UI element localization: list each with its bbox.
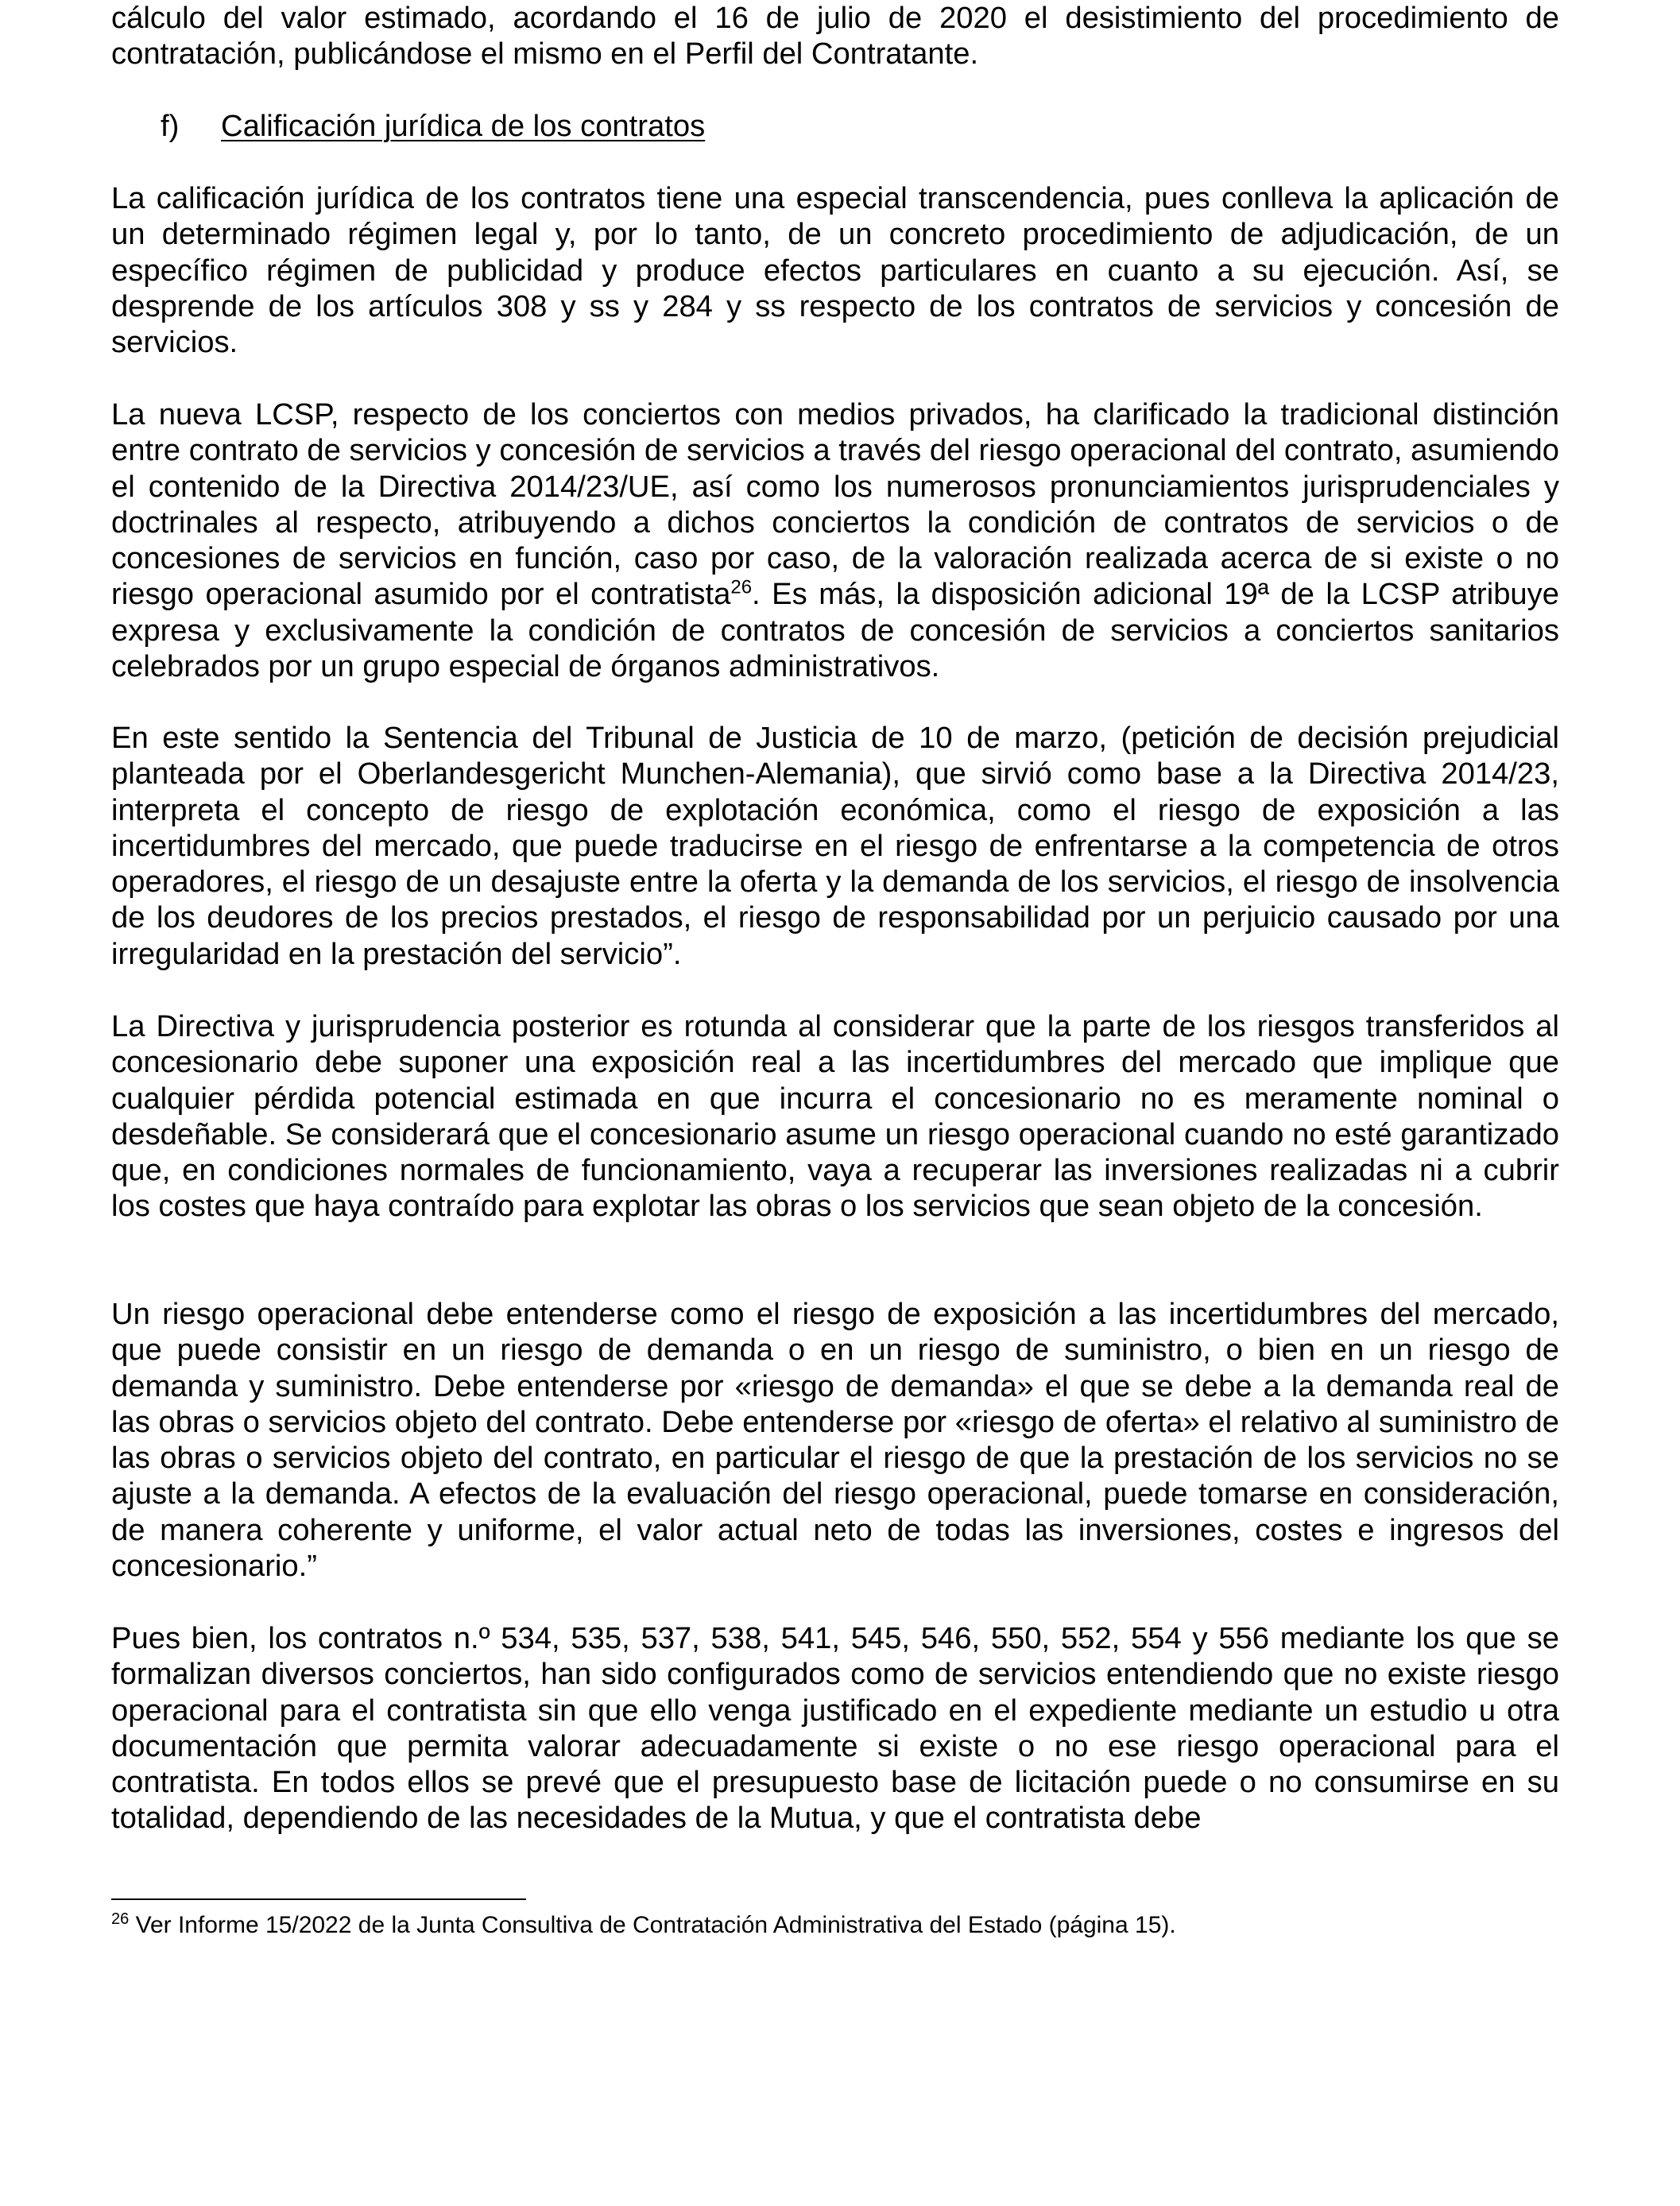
footnote-reference[interactable]: 26 <box>730 576 753 598</box>
paragraph-intro: cálculo del valor estimado, acordando el 16 de julio de 2020 el desistimiento del procedimiento de contratación, publicándose el mismo en el Perfil del Contratante. <box>111 1 1559 72</box>
footnote-number: 26 <box>111 1910 130 1928</box>
footnote-text: Ver Informe 15/2022 de la Junta Consultiva de Contratación Administrativa del Estado (página 15). <box>129 1912 1176 1938</box>
paragraph-contratos: Pues bien, los contratos n.º 534, 535, 537, 538, 541, 545, 546, 550, 552, 554 y 556 mediante los que se formalizan diversos conciertos, han sido configurados como de servicios entendiendo que no existe riesgo operacional para el contratista sin que ello venga justificado en el expediente mediante un estudio u otra documentación que permita valorar adecuadamente si existe o no ese riesgo operacional para el contratista. En todos ellos se prevé que el presupuesto base de licitación puede o no consumirse en su totalidad, dependiendo de las necesidades de la Mutua, y que el contratista debe <box>111 1621 1559 1836</box>
paragraph-legal-qualification: La calificación jurídica de los contratos tiene una especial transcendencia, pues conlleva la aplicación de un determinado régimen legal y, por lo tanto, de un concreto procedimiento de adjudicación, de un específico régimen de publicidad y produce efectos particulares en cuanto a su ejecución. Así, se desprende de los artículos 308 y ss y 284 y ss respecto de los contratos de servicios y concesión de servicios. <box>111 181 1559 360</box>
paragraph-lcsp-text-2: . Es más, la disposición adicional 19ª de la LCSP atribuye expresa y exclusivamente la condición de contratos de concesión de servicios a conciertos sanitarios celebrados por un grupo especial de órganos administrativos. <box>111 577 1559 684</box>
footnote-separator <box>111 1898 526 1900</box>
footnote <box>111 1911 1559 1940</box>
section-marker: f) <box>161 109 180 143</box>
paragraph-directiva: La Directiva y jurisprudencia posterior es rotunda al considerar que la parte de los riesgos transferidos al concesionario debe suponer una exposición real a las incertidumbres del mercado que implique que cualquier pérdida potencial estimada en que incurra el concesionario no es meramente nominal o desdeñable. Se considerará que el concesionario asume un riesgo operacional cuando no esté garantizado que, en condiciones normales de funcionamiento, vaya a recuperar las inversiones realizadas ni a cubrir los costes que haya contraído para explotar las obras o los servicios que sean objeto de la concesión. <box>111 1009 1559 1224</box>
section-title: Calificación jurídica de los contratos <box>221 109 706 143</box>
paragraph-riesgo-operacional: Un riesgo operacional debe entenderse como el riesgo de exposición a las incertidumbres del mercado, que puede consistir en un riesgo de demanda o en un riesgo de suministro, o bien en un riesgo de demanda y suministro. Debe entenderse por «riesgo de demanda» el que se debe a la demanda real de las obras o servicios objeto del contrato. Debe entenderse por «riesgo de oferta» el relativo al suministro de las obras o servicios objeto del contrato, en particular el riesgo de que la prestación de los servicios no se ajuste a la demanda. A efectos de la evaluación del riesgo operacional, puede tomarse en consideración, de manera coherente y uniforme, el valor actual neto de todas las inversiones, costes e ingresos del concesionario.” <box>111 1297 1559 1584</box>
paragraph-sentencia: En este sentido la Sentencia del Tribunal de Justicia de 10 de marzo, (petición de decisión prejudicial planteada por el Oberlandesgericht Munchen-Alemania), que sirvió como base a la Directiva 2014/23, interpreta el concepto de riesgo de explotación económica, como el riesgo de exposición a las incertidumbres del mercado, que puede traducirse en el riesgo de enfrentarse a la competencia de otros operadores, el riesgo de un desajuste entre la oferta y la demanda de los servicios, el riesgo de insolvencia de los deudores de los precios prestados, el riesgo de responsabilidad por un perjuicio causado por una irregularidad en la prestación del servicio”. <box>111 721 1559 971</box>
paragraph-lcsp-text-1: La nueva LCSP, respecto de los conciertos con medios privados, ha clarificado la tradicional distinción entre contrato de servicios y concesión de servicios a través del riesgo operacional del contrato, asumiendo el contenido de la Directiva 2014/23/UE, así como los numerosos pronunciamientos jurisprudenciales y doctrinales al respecto, atribuyendo a dichos conciertos la condición de contratos de servicios o de concesiones de servicios en función, caso por caso, de la valoración realizada acerca de si existe o no riesgo operacional asumido por el contratista <box>111 397 1559 612</box>
section-heading <box>111 108 1559 144</box>
paragraph-lcsp <box>111 397 1559 684</box>
